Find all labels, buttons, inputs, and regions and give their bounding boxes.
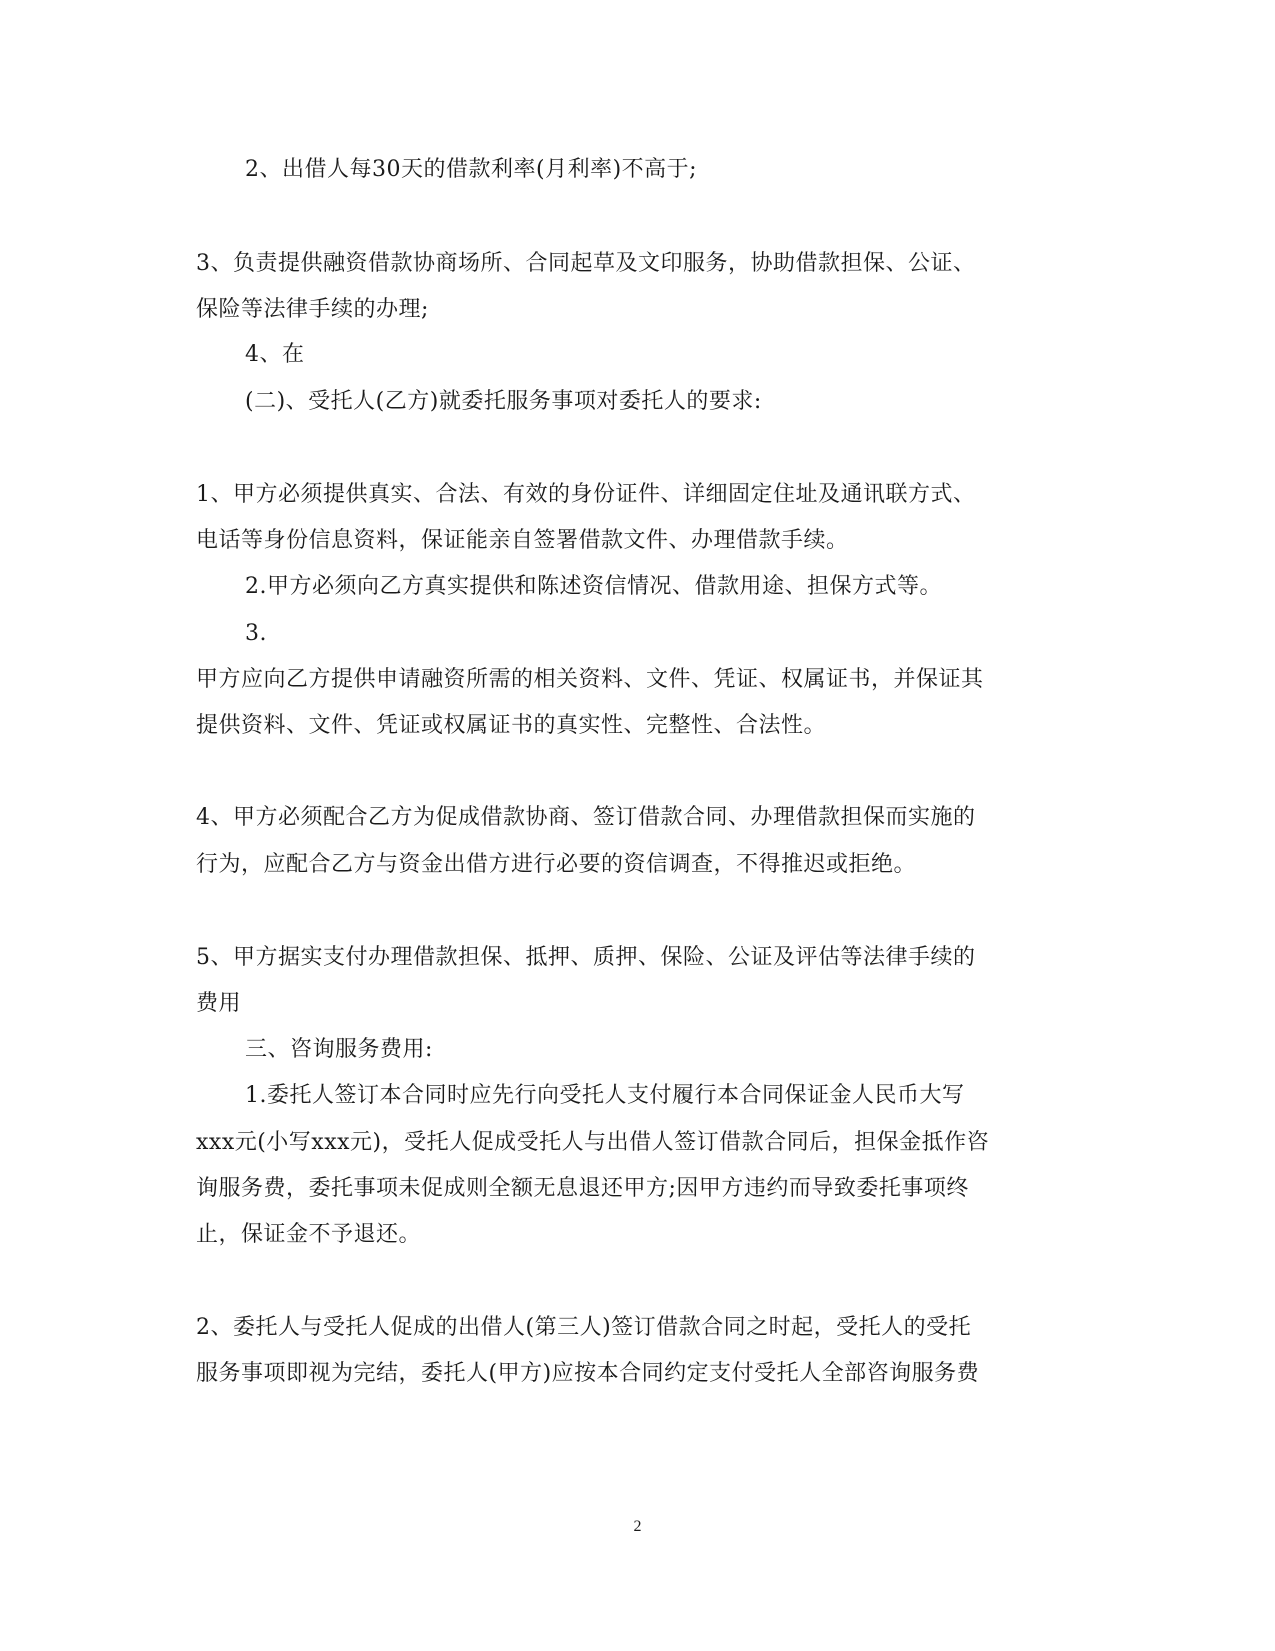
paragraph-line: 3.: [245, 621, 267, 646]
paragraph-line: 保险等法律手续的办理;: [196, 297, 429, 322]
paragraph-line: 4、甲方必须配合乙方为促成借款协商、签订借款合同、办理借款担保而实施的: [196, 805, 976, 830]
paragraph-line: 2.甲方必须向乙方真实提供和陈述资信情况、借款用途、担保方式等。: [245, 574, 942, 599]
paragraph-line: xxx元(小写xxx元)，受托人促成受托人与出借人签订借款合同后，担保金抵作咨: [196, 1130, 990, 1155]
paragraph-line: 行为，应配合乙方与资金出借方进行必要的资信调查，不得推迟或拒绝。: [196, 852, 917, 877]
paragraph-line: 3、负责提供融资借款协商场所、合同起草及文印服务，协助借款担保、公证、: [196, 251, 976, 276]
paragraph-line: 甲方应向乙方提供申请融资所需的相关资料、文件、凭证、权属证书，并保证其: [196, 667, 984, 692]
paragraph-line: 止，保证金不予退还。: [196, 1222, 422, 1247]
paragraph-line: 2、委托人与受托人促成的出借人(第三人)签订借款合同之时起，受托人的受托: [196, 1315, 972, 1340]
paragraph-line: 1、甲方必须提供真实、合法、有效的身份证件、详细固定住址及通讯联方式、: [196, 482, 976, 507]
paragraph-line: 1.委托人签订本合同时应先行向受托人支付履行本合同保证金人民币大写: [245, 1083, 965, 1108]
page-number: 2: [633, 1518, 642, 1535]
paragraph-line: 服务事项即视为完结，委托人(甲方)应按本合同约定支付受托人全部咨询服务费: [196, 1361, 980, 1386]
paragraph-line: 询服务费，委托事项未促成则全额无息退还甲方;因甲方违约而导致委托事项终: [196, 1176, 969, 1201]
section-heading: (二)、受托人(乙方)就委托服务事项对委托人的要求:: [245, 389, 762, 414]
section-heading: 三、咨询服务费用:: [245, 1037, 433, 1062]
paragraph-line: 4、在: [245, 342, 305, 367]
paragraph-line: 电话等身份信息资料，保证能亲自签署借款文件、办理借款手续。: [196, 528, 849, 553]
paragraph-line: 5、甲方据实支付办理借款担保、抵押、质押、保险、公证及评估等法律手续的: [196, 945, 976, 970]
paragraph-line: 提供资料、文件、凭证或权属证书的真实性、完整性、合法性。: [196, 713, 827, 738]
paragraph-line: 费用: [196, 991, 242, 1016]
paragraph-line: 2、出借人每30天的借款利率(月利率)不高于;: [245, 157, 698, 182]
